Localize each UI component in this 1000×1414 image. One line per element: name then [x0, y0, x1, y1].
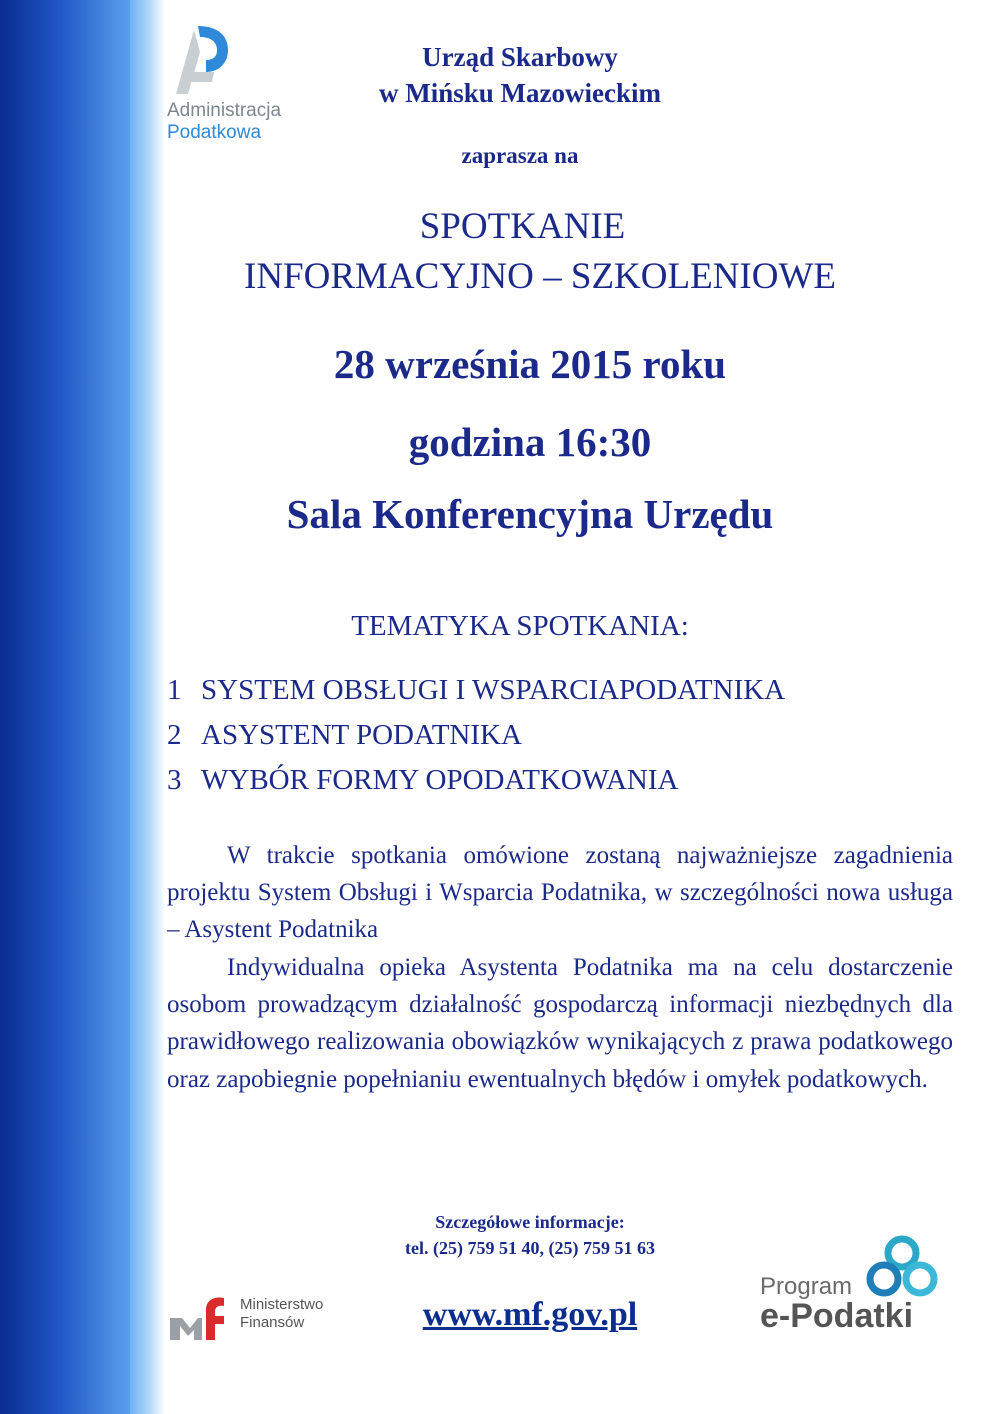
- event-date: 28 września 2015 roku: [333, 341, 727, 387]
- topic-item: [167, 668, 967, 713]
- decorative-light-band: [130, 0, 165, 1414]
- topic-item: [167, 758, 967, 803]
- ap-emblem-icon: [170, 22, 230, 100]
- topic-number: 2: [167, 719, 182, 751]
- mf-logo-word-2: Finansów: [240, 1314, 305, 1331]
- topics-list: [167, 668, 967, 803]
- ap-logo-word-2: Podatkowa: [167, 122, 262, 143]
- event-place: Sala Konferencyjna Urzędu: [286, 491, 774, 537]
- topic-number: 1: [167, 674, 182, 706]
- description-paragraph-1: W trakcie spotkania omówione zostaną najważniejsze zagadnienia projektu System Obsługi i Wsparcia Podatnika, w szczególności nowa usługa – Asystent Podatnika: [167, 842, 953, 944]
- topic-number: 3: [167, 764, 182, 796]
- office-location: w Mińsku Mazowieckim: [379, 78, 661, 108]
- info-heading: Szczegółowe informacje:: [435, 1212, 625, 1232]
- mf-emblem-icon: [168, 1294, 236, 1344]
- ministerstwo-finansow-logo: [168, 1290, 368, 1350]
- epodatki-logo-word-1: Program: [760, 1273, 853, 1300]
- topic-item: [167, 713, 967, 758]
- administracja-podatkowa-logo: [165, 22, 315, 152]
- event-title-line-1: SPOTKANIE: [419, 206, 626, 247]
- topic-text: ASYSTENT PODATNIKA: [201, 719, 522, 751]
- invite-text: zaprasza na: [461, 143, 579, 168]
- topic-text: SYSTEM OBSŁUGI I WSPARCIAPODATNIKA: [201, 674, 786, 706]
- event-title-line-2: INFORMACYJNO – SZKOLENIOWE: [244, 256, 836, 297]
- description-paragraph-2: Indywidualna opieka Asystenta Podatnika ma na celu dostarczenie osobom prowadzącym działalność gospodarczą informacji niezbędnych dla prawidłowego realizowania obowiązków wynikających z prawa podatkowego oraz zapobiegnie popełnianiu ewentualnych błędów i omyłek podatkowych.: [167, 954, 953, 1093]
- mf-logo-word-1: Ministerstwo: [240, 1296, 324, 1313]
- topic-text: WYBÓR FORMY OPODATKOWANIA: [201, 764, 679, 796]
- ap-logo-word-1: Administracja: [167, 100, 282, 121]
- program-epodatki-logo: [760, 1235, 960, 1335]
- contact-phones: tel. (25) 759 51 40, (25) 759 51 63: [405, 1238, 655, 1258]
- epodatki-logo-word-2: e-Podatki: [760, 1297, 914, 1335]
- decorative-blue-band: [0, 0, 130, 1414]
- epodatki-rings-icon: [862, 1235, 942, 1305]
- office-name: Urząd Skarbowy: [422, 42, 618, 72]
- topics-heading: TEMATYKA SPOTKANIA:: [351, 610, 689, 642]
- website-link[interactable]: www.mf.gov.pl: [422, 1296, 638, 1333]
- event-time: godzina 16:30: [408, 419, 652, 465]
